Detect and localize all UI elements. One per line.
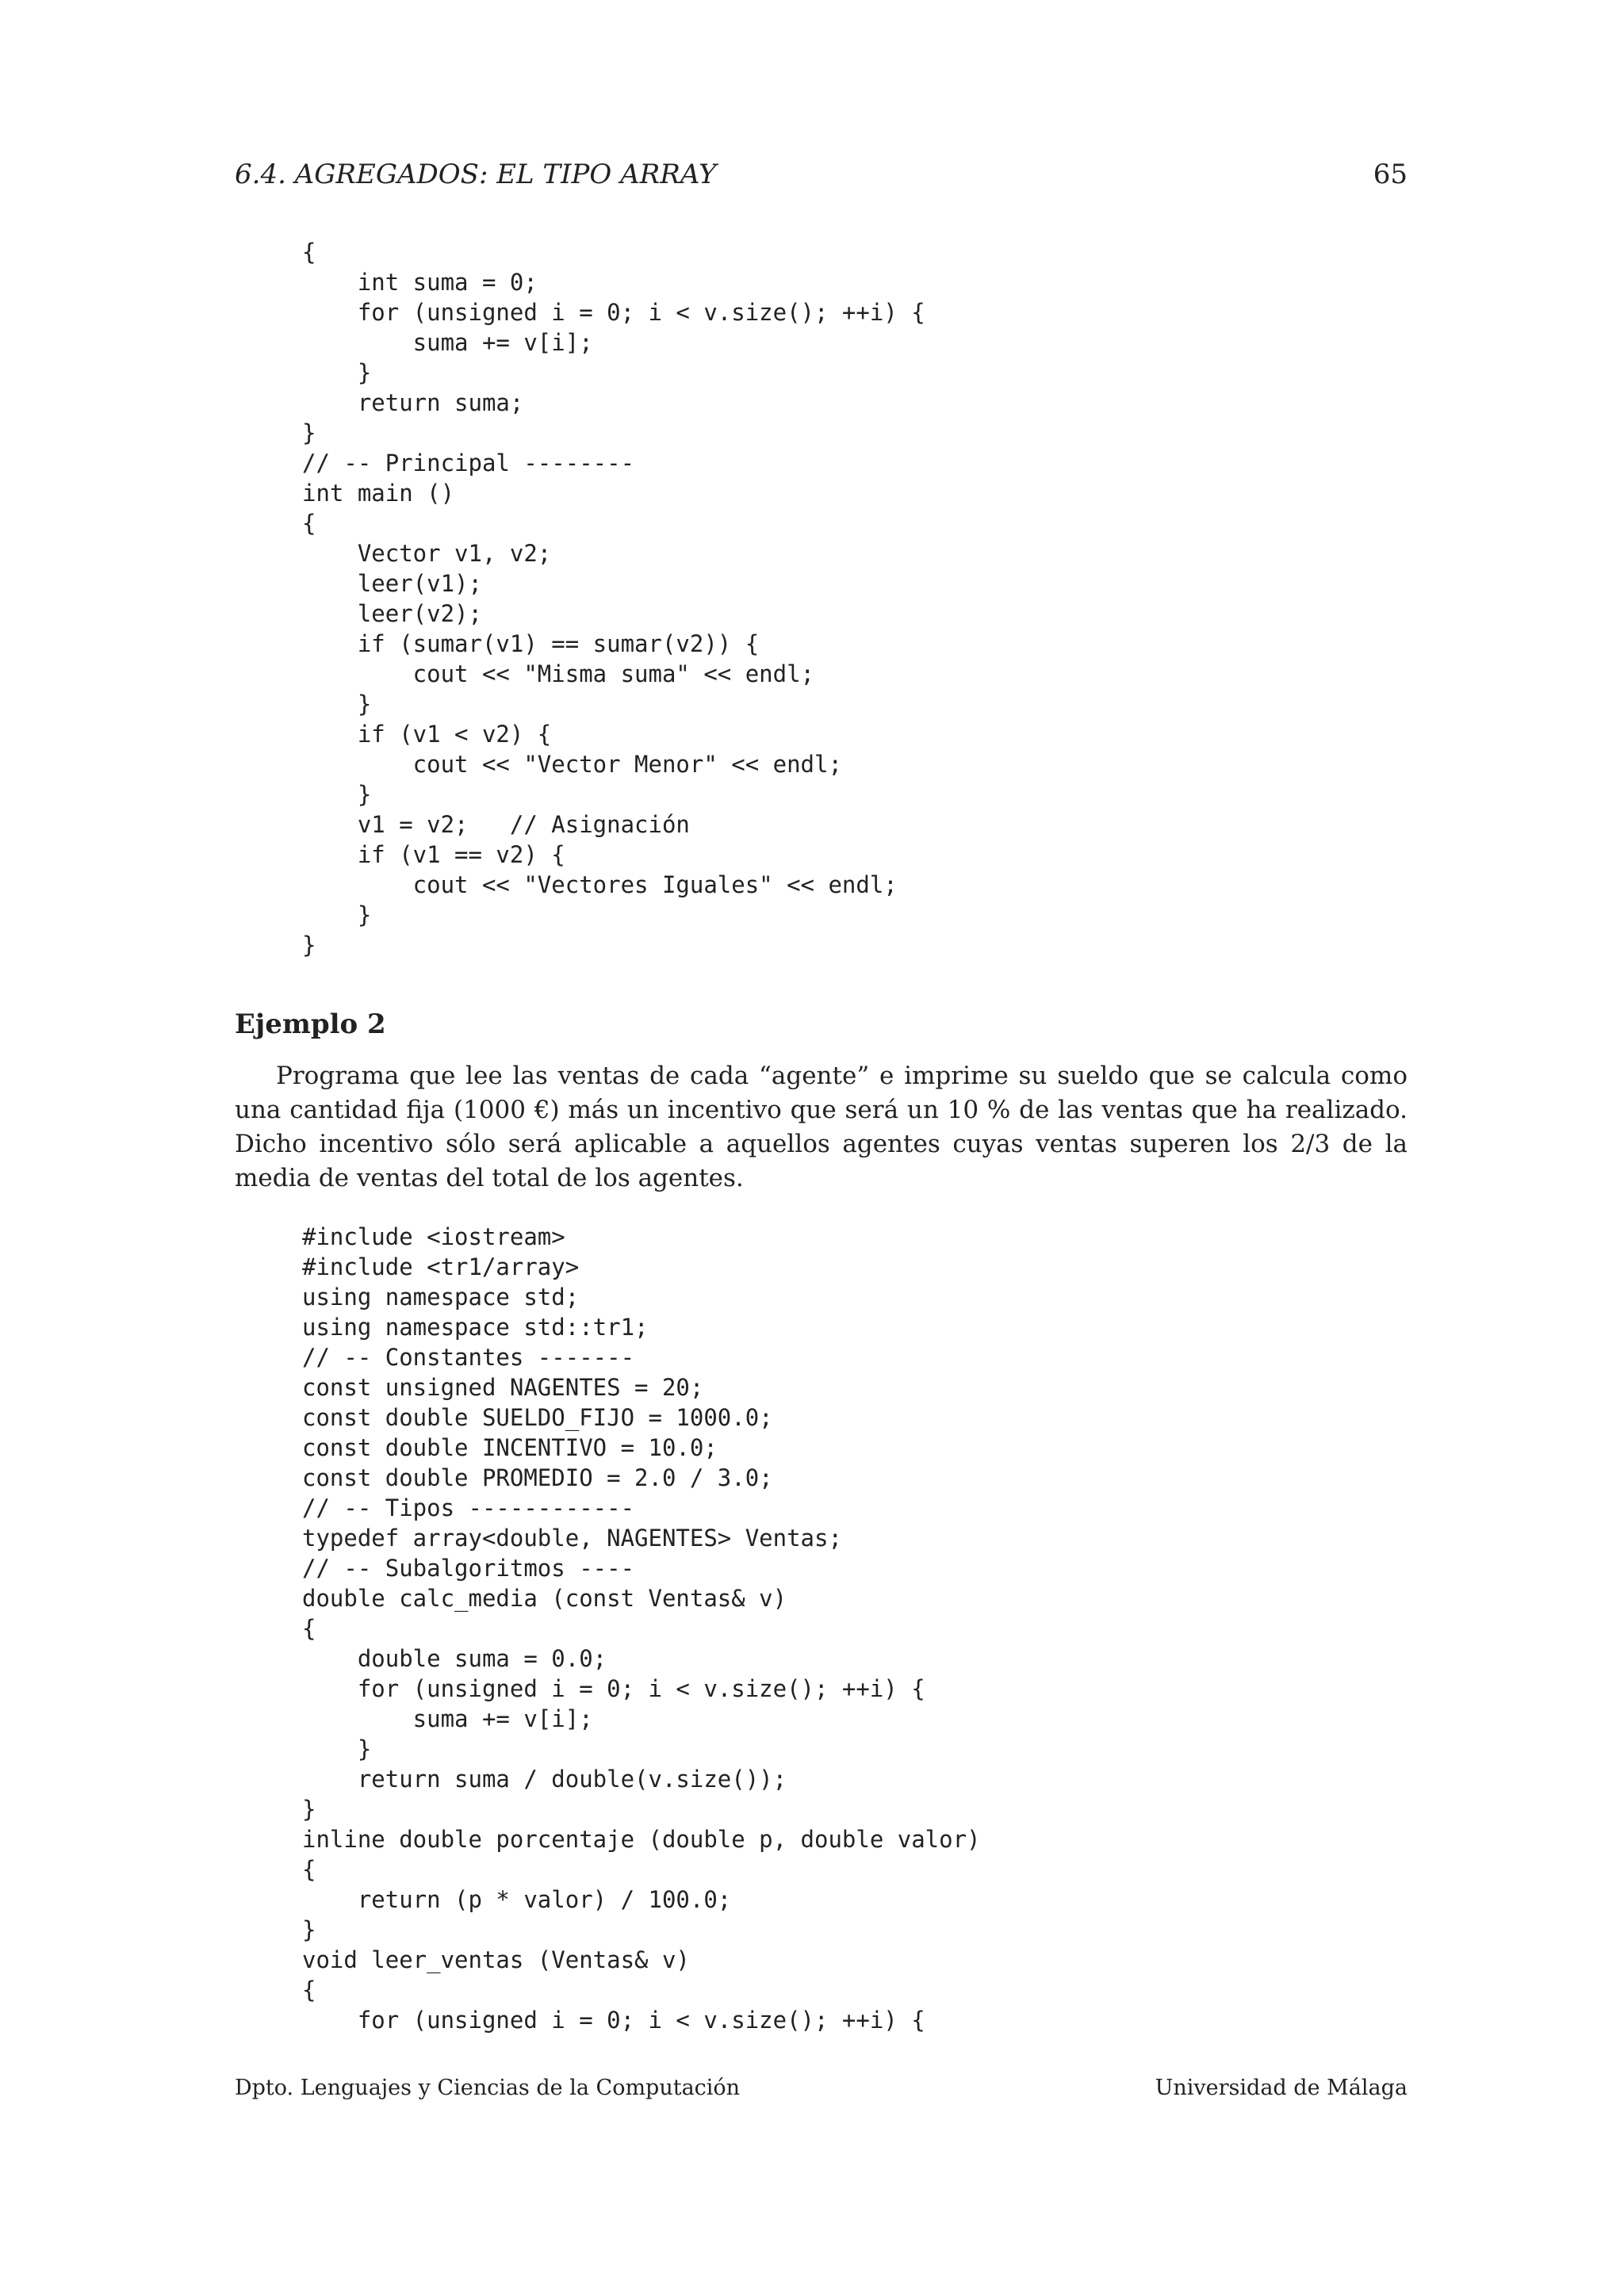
code-line: const double INCENTIVO = 10.0; [302, 1434, 718, 1461]
code-line: double suma = 0.0; [302, 1645, 607, 1672]
code-line: inline double porcentaje (double p, double valor) [302, 1826, 981, 1853]
code-line: const double PROMEDIO = 2.0 / 3.0; [302, 1464, 773, 1491]
code-line: } [302, 691, 372, 718]
code-line: { [302, 239, 316, 266]
code-line: double calc_media (const Ventas& v) [302, 1585, 787, 1612]
code-line: // -- Tipos ------------ [302, 1494, 635, 1521]
code-line: } [302, 781, 372, 808]
code-line: leer(v1); [302, 570, 482, 597]
code-block-2 [302, 1222, 981, 2035]
code-line: suma += v[i]; [302, 329, 593, 356]
code-line: using namespace std; [302, 1284, 580, 1311]
footer-department: Dpto. Lenguajes y Ciencias de la Computación [235, 2076, 741, 2100]
footer-university: Universidad de Málaga [1155, 2076, 1408, 2100]
code-line: // -- Principal -------- [302, 450, 635, 476]
code-line: return suma; [302, 389, 524, 416]
code-line: // -- Constantes ------- [302, 1344, 635, 1371]
code-line: suma += v[i]; [302, 1705, 593, 1732]
code-line: // -- Subalgoritmos ---- [302, 1555, 635, 1582]
code-block-1 [302, 237, 925, 960]
code-line: void leer_ventas (Ventas& v) [302, 1946, 690, 1973]
code-line: cout << "Vectores Iguales" << endl; [302, 871, 898, 898]
code-line: return suma / double(v.size()); [302, 1766, 787, 1793]
code-line: if (sumar(v1) == sumar(v2)) { [302, 630, 760, 657]
code-line: cout << "Vector Menor" << endl; [302, 751, 842, 778]
code-line: { [302, 1856, 316, 1883]
code-line: if (v1 < v2) { [302, 721, 552, 748]
code-line: return (p * valor) / 100.0; [302, 1886, 732, 1913]
code-line: const unsigned NAGENTES = 20; [302, 1374, 704, 1401]
code-line: cout << "Misma suma" << endl; [302, 660, 815, 687]
page-number: 65 [1373, 159, 1408, 190]
code-line: int suma = 0; [302, 269, 538, 296]
code-line: if (v1 == v2) { [302, 841, 565, 868]
code-line: } [302, 359, 372, 386]
code-line: { [302, 1976, 316, 2003]
code-line: #include <tr1/array> [302, 1253, 580, 1280]
code-line: #include <iostream> [302, 1223, 565, 1250]
section-title: 6.4. AGREGADOS: EL TIPO ARRAY [235, 159, 717, 190]
code-line: Vector v1, v2; [302, 540, 552, 567]
code-line: } [302, 419, 316, 446]
code-line: v1 = v2; // Asignación [302, 811, 690, 838]
code-line: } [302, 1916, 316, 1943]
code-line: for (unsigned i = 0; i < v.size(); ++i) { [302, 2007, 925, 2034]
code-line: typedef array<double, NAGENTES> Ventas; [302, 1525, 842, 1552]
code-line: leer(v2); [302, 600, 482, 627]
example-description: Programa que lee las ventas de cada “agente” e imprime su sueldo que se calcula como una cantidad fija (1000 €) más un incentivo que será un 10 % de las ventas que ha realizado. Dicho incentivo sólo será aplicable a aquellos agentes cuyas ventas superen los 2/3 de la media de ventas del total de los agentes. [235, 1062, 1408, 1192]
code-line: for (unsigned i = 0; i < v.size(); ++i) { [302, 299, 925, 326]
code-line: } [302, 932, 316, 959]
code-line: } [302, 1735, 372, 1762]
code-line: { [302, 510, 316, 537]
code-line: for (unsigned i = 0; i < v.size(); ++i) { [302, 1675, 925, 1702]
code-line: { [302, 1615, 316, 1642]
code-line: } [302, 1796, 316, 1823]
code-line: } [302, 901, 372, 928]
code-line: const double SUELDO_FIJO = 1000.0; [302, 1404, 773, 1431]
code-line: int main () [302, 480, 455, 507]
code-line: using namespace std::tr1; [302, 1314, 649, 1341]
example-heading: Ejemplo 2 [235, 1008, 386, 1040]
